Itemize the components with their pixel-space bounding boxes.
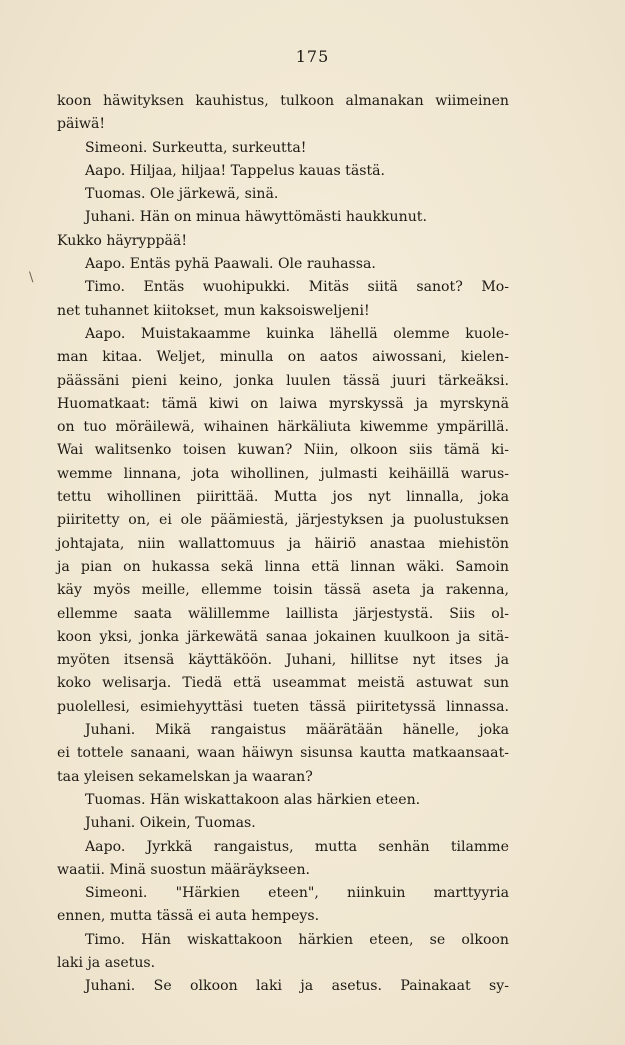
text-line: Juhani. Se olkoon laki ja asetus. Painakaat sy- — [85, 978, 509, 995]
text-line: käy myös meille, ellemme toisin tässä aseta ja rakenna, — [57, 582, 509, 599]
text-line: laki ja asetus. — [57, 954, 156, 971]
text-line: Tuomas. Hän wiskattakoon alas härkien eteen. — [85, 791, 421, 808]
text-line: Timo. Entäs wuohipukki. Mitäs siitä sanot? Mo- — [85, 279, 509, 296]
text-line: tettu wihollinen piirittää. Mutta jos nyt linnalla, joka — [57, 489, 509, 506]
text-line: Juhani. Oikein, Tuomas. — [85, 815, 256, 832]
text-line: Simeoni. "Härkien eteen", niinkuin marttyyria — [85, 885, 509, 902]
text-line: puolellesi, esimiehyyttäsi tueten tässä piiritetyssä linnassa. — [57, 698, 509, 715]
text-line: ja pian on hukassa sekä linna että linnan wäki. Samoin — [57, 558, 509, 575]
text-line: Wai walitsenko toisen kuwan? Niin, olkoon siis tämä ki- — [57, 442, 509, 459]
text-line: koon häwityksen kauhistus, tulkoon almanakan wiimeinen — [57, 93, 509, 109]
text-line: waatii. Minä suostun määräykseen. — [57, 861, 311, 878]
text-line: Aapo. Entäs pyhä Paawali. Ole rauhassa. — [85, 256, 376, 273]
text-line: päiwä! — [57, 116, 106, 133]
text-line: wemme linnana, jota wihollinen, julmasti keihäillä warus- — [57, 465, 509, 482]
text-line: Aapo. Jyrkkä rangaistus, mutta senhän tilamme — [85, 838, 509, 855]
text-line: Kukko häyryppää! — [57, 232, 187, 249]
text-line: ennen, mutta tässä ei auta hempeys. — [57, 908, 320, 925]
text-body — [57, 90, 509, 999]
text-line: johtajata, niin wallattomuus ja häiriö anastaa miehistön — [57, 535, 509, 552]
text-line: Timo. Hän wiskattakoon härkien eteen, se olkoon — [85, 931, 509, 948]
margin-mark: \ — [29, 270, 34, 285]
text-line: on tuo möräilewä, wihainen härkäliuta kiwemme ympärillä. — [57, 419, 509, 436]
text-line: myöten itsensä käyttäköön. Juhani, hillitse nyt itses ja — [57, 652, 509, 669]
text-line: Tuomas. Ole järkewä, sinä. — [85, 186, 279, 203]
text-line: koko welisarja. Tiedä että useammat meistä astuwat sun — [57, 675, 509, 692]
text-line: Juhani. Hän on minua häwyttömästi haukkunut. — [85, 209, 427, 226]
text-line: taa yleisen sekamelskan ja waaran? — [57, 768, 313, 785]
text-line: päässäni pieni keino, jonka luulen tässä juuri tärkeäksi. — [57, 372, 509, 389]
text-line: Aapo. Hiljaa, hiljaa! Tappelus kauas tästä. — [85, 162, 386, 179]
page-number: 175 — [295, 47, 330, 66]
text-line: Simeoni. Surkeutta, surkeutta! — [85, 139, 307, 156]
text-line: Aapo. Muistakaamme kuinka lähellä olemme kuole- — [85, 325, 509, 342]
text-line: man kitaa. Weljet, minulla on aatos aiwossani, kielen- — [57, 349, 509, 366]
text-line: Huomatkaat: tämä kiwi on laiwa myrskyssä ja myrskynä — [57, 395, 509, 412]
text-line: koon yksi, jonka järkewätä sanaa jokainen kuulkoon ja sitä- — [57, 628, 509, 645]
text-line: piiritetty on, ei ole päämiestä, järjestyksen ja puolustuksen — [57, 512, 509, 529]
text-line: ei tottele sanaani, waan häiwyn sisunsa kautta matkaansaat- — [57, 745, 509, 762]
text-line: ellemme saata wälillemme laillista järjestystä. Siis ol- — [57, 605, 509, 622]
text-line: net tuhannet kiitokset, mun kaksoisweljeni! — [57, 302, 370, 319]
text-line: Juhani. Mikä rangaistus määrätään hänelle, joka — [85, 722, 509, 739]
